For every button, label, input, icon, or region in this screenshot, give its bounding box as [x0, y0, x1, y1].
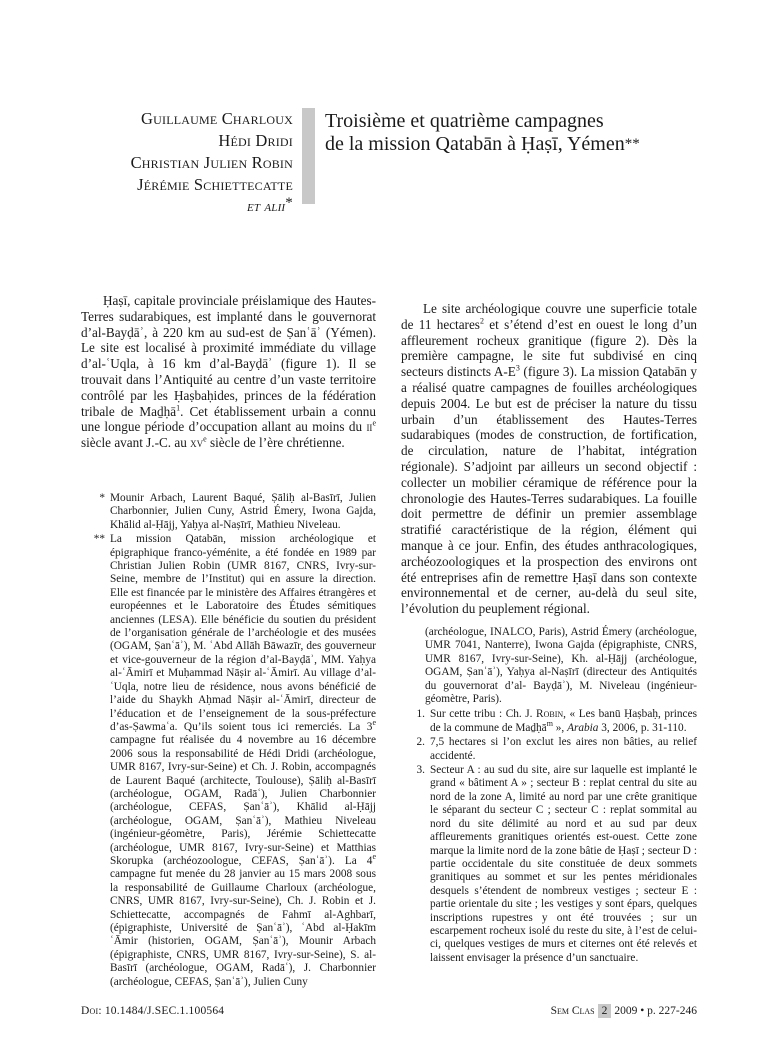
body-text: Ḥaṣī, capitale provinciale préislamique des Hautes-Terres sudarabiques, est implanté dans le gouvernorat d’al-Bayḍāʾ, à 220 km au sud-est de Ṣanʿāʾ (Yémen). Le site est localisé à proximité immédiate du village d’al-ʿUqla, à 16 km d’al-Bayḍāʾ (figure 1). Il se trouvait dans l’Antiquité au centre d’un vaste territoire contrôlé par les Ḥaṣbaḥides, princes de la fédération tribale de Maḏḥā [81, 293, 376, 419]
body-paragraph [401, 301, 697, 617]
footnote [81, 533, 376, 989]
journal-reference [551, 1004, 697, 1018]
journal-abbrev: Sem Clas [550, 1005, 595, 1017]
footnote-mark: ** [93, 533, 105, 546]
et-alii-text: et alii [247, 198, 286, 215]
footnote-text [430, 708, 697, 735]
author-name: Christian Julien Robin [130, 153, 293, 172]
title-divider-bar [302, 108, 315, 204]
footnotes-left [81, 492, 376, 990]
century-sup: e [372, 418, 376, 428]
footnote-text-part: 3, 2006, p. 31-110. [598, 721, 687, 734]
author-block [60, 108, 293, 218]
year-pages: 2009 • p. 227-246 [614, 1005, 697, 1017]
title-line-1: Troisième et quatrième campagnes [325, 110, 604, 132]
author-name: Guillaume Charloux [141, 109, 293, 128]
century-sup: e [203, 434, 207, 444]
doi[interactable] [81, 1004, 224, 1018]
footnote [401, 708, 697, 735]
footnote-text-part: , « Les banū Ḥaṣbaḥ, princes de la commune de Maḏḥā [430, 708, 697, 734]
footnotes-right [401, 626, 697, 966]
footnote [81, 492, 376, 532]
ordinal-sup: e [372, 718, 376, 728]
author-name: Hédi Dridi [218, 131, 293, 150]
footnote-text-part: Sur cette tribu : Ch. J. [430, 708, 537, 721]
body-text: siècle avant J.-C. au [81, 435, 191, 451]
footnote-ref[interactable]: 1 [176, 403, 181, 413]
footnote-mark: 1. [416, 708, 425, 721]
footnote-text-part: La mission Qatabān, mission archéologique et épigraphique franco-yéménite, a été fondée en 1989 par Christian Julien Robin (UMR 8167, CNRS, Ivry-sur-Seine, membre de l’Institut) qui en assure la direction. Elle est financée par le ministère des Affaires étrangères et européennes et le Laboratoire des Études sémitiques anciennes (LESA). Elle bénéficie du soutien du président de l’organisation générale de l’archéologie et des musées (OGAM, Ṣanʿāʾ), M. ʿAbd Allāh Bāwazīr, des gouverneur et vice-gouverneur de la région d’al-Bayḍāʾ, MM. Yaḥya al-ʿĀmirī et Muḥammad Nāṣir al-ʿĀmirī. Au village d’al-ʿUqla, notre lieu de résidence, nous avons bénéficié de l’aide du Shaykh Aḥmad Nāṣir al-ʿĀmirī, directeur de l’éducation et de l’enseignement de la sous-préfecture d’as-Ṣawmaʿa. Qu’ils soient tous ici remerciés. La 3 [110, 533, 376, 733]
ordinal-sup: e [372, 852, 376, 862]
footnote-text-part: », [552, 721, 568, 734]
body-text: (figure 3). La mission Qatabān y a réalisé quatre campagnes de fouilles archéologiques depuis 2004. Le but est de préciser la nature du tissu urbain d’un établissement des Hautes-Terres sudarabiques (modes de construction, de fortification, de circulation, nature de l’habitat, intégration régionale). S’adjoint par ailleurs un second objectif : collecter un mobilier céramique de référence pour la chronologie des Hautes-Terres sudarabiques. La fouille doit permettre de définir un premier assemblage stratifié caractéristique de la région, élément qui manque à ce jour. Enfin, des études anthracologiques, archéozoologiques et la prospection des environs ont été entreprises afin de remettre Ḥaṣī dans son contexte environnemental et de cerner, au-delà du seul site, l’évolution du peuplement régional. [401, 364, 697, 617]
title-line-2-text: de la mission Qatabān à Ḥaṣī, Yémen [325, 133, 625, 155]
footnote-text: Secteur A : au sud du site, aire sur laquelle est implanté le grand « bâtiment A » ; secteur B : replat central du site au nord de la zone A, limité au nord par une crête granitique le séparant du secteur C ; secteur C : replat sommital au nord du site délimité au nord et au sud par deux affleurements granitiques orientés est-ouest. Cette zone marque la limite nord de la zone bâtie de Ḥaṣī ; secteur D : partie occidentale du site constituée de deux sommets granitiques au sommet et sur les pentes méridionales desquels s’étendent de nombreux vestiges ; secteur E : partie orientale du site ; les vestiges y sont épars, quelques inscriptions rupestres y ont été trouvées ; sur un escarpement rocheux isolé du reste du site, à l’est de celui-ci, quelques vestiges de murs et citernes ont été relevés et laissent envisager la présence d’un sanctuaire. [430, 764, 697, 964]
footnote-text-part: campagne fut menée du 28 janvier au 15 mars 2008 sous la responsabilité de Guillaume Charloux (archéologue, CNRS, UMR 8167, Ivry-sur-Seine), Ch. J. Robin et J. Schiettecatte, accompagnés de Fahmī al-Aghbarī, (épigraphiste, Université de Ṣanʿāʾ), ʿAbd al-Ḥakīm ʿĀmir (historien, OGAM, Ṣanʿāʾ), Mounir Arbach (épigraphiste, CNRS, UMR 8167, Ivry-sur-Seine), S. al-Basīrī (archéologue, OGAM, Radāʿ), J. Charbonnier (archéologue, CEFAS, Ṣanʿāʾ), Julien Cuny [110, 868, 376, 988]
doi-value: : 10.1484/J.SEC.1.100564 [98, 1005, 225, 1017]
author-name: Jérémie Schiettecatte [137, 175, 293, 194]
journal-name: Arabia [567, 721, 599, 734]
footnote [401, 736, 697, 763]
footnote-ref[interactable]: 2 [479, 316, 484, 326]
body-column-right [401, 301, 697, 617]
body-text: . Cet établissement urbain a connu une longue période d’occupation allant au moins du [81, 403, 376, 435]
body-text: et s’étend d’est en ouest le long d’un affleurement rocheux granitique (figure 2). Dès la première campagne, le site fut subdivisé en cinq secteurs distincts A-E [401, 316, 698, 380]
footnote-mark: 2. [416, 736, 425, 749]
et-alii-footnote-mark: * [285, 195, 293, 211]
century-numeral: ii [366, 419, 373, 435]
doi-label: Doi [81, 1005, 99, 1017]
footnote-text: 7,5 hectares si l’on exclut les aires non bâties, au relief accidenté. [430, 736, 697, 762]
body-column-left [81, 293, 376, 451]
footnote-sup: m [546, 719, 553, 729]
article-title [325, 110, 745, 156]
title-line-2 [325, 133, 745, 156]
footnote-text [110, 533, 376, 989]
et-alii [60, 196, 293, 218]
body-text: Le site archéologique couvre une superficie totale de 11 hectares [401, 301, 697, 332]
footnote-text-part: campagne fut réalisée du 4 novembre au 16 décembre 2006 sous la responsabilité de Hédi Dridi (archéologue, UMR 8167, Ivry-sur-Seine) et Ch. J. Robin, accompagnés de Laurent Baqué (architecte, Toulouse), Ṣāliḥ al-Basīrī (archéologue, OGAM, Radāʿ), Julien Charbonnier (archéologue, CEFAS, Ṣanʿāʾ), Khālid al-Ḥājj (archéologue, OGAM, Ṣanʿāʾ), Mathieu Niveleau (ingénieur-géomètre, Paris), Jérémie Schiettecatte (archéologue, UMR 8167, Ivry-sur-Seine) et Matthias Skorupka (archéozoologue, CEFAS, Ṣanʿāʾ). La 4 [110, 734, 376, 867]
body-paragraph [81, 293, 376, 451]
footnote-mark: * [99, 492, 105, 504]
footnote-text: Mounir Arbach, Laurent Baqué, Ṣāliḥ al-Basīrī, Julien Charbonnier, Julien Cuny, Astrid Émery, Iwona Gajda, Khālid al-Ḥājj, Yaḥya al-Naṣīrī, Mathieu Niveleau. [110, 492, 376, 531]
footnote-mark: 3. [416, 764, 425, 777]
title-footnote-mark: ** [624, 136, 640, 152]
century-numeral: xv [190, 435, 204, 451]
issue-number: 2 [598, 1004, 612, 1018]
body-text: siècle de l’ère chrétienne. [206, 435, 345, 451]
footnote-continuation: (archéologue, INALCO, Paris), Astrid Émery (archéologue, UMR 7041, Nanterre), Iwona Gajda (épigraphiste, CNRS, UMR 8167, Ivry-sur-Seine), Kh. al-Ḥājj (archéologue, OGAM, Ṣanʿāʾ), Yaḥya al-Naṣīrī (directeur des Antiquités du gouvernorat d’al- Bayḍāʾ), M. Niveleau (ingénieur-géomètre, Paris). [425, 626, 697, 706]
footnote [401, 764, 697, 965]
cited-author: Robin [536, 708, 564, 721]
footnote-ref[interactable]: 3 [515, 363, 520, 373]
